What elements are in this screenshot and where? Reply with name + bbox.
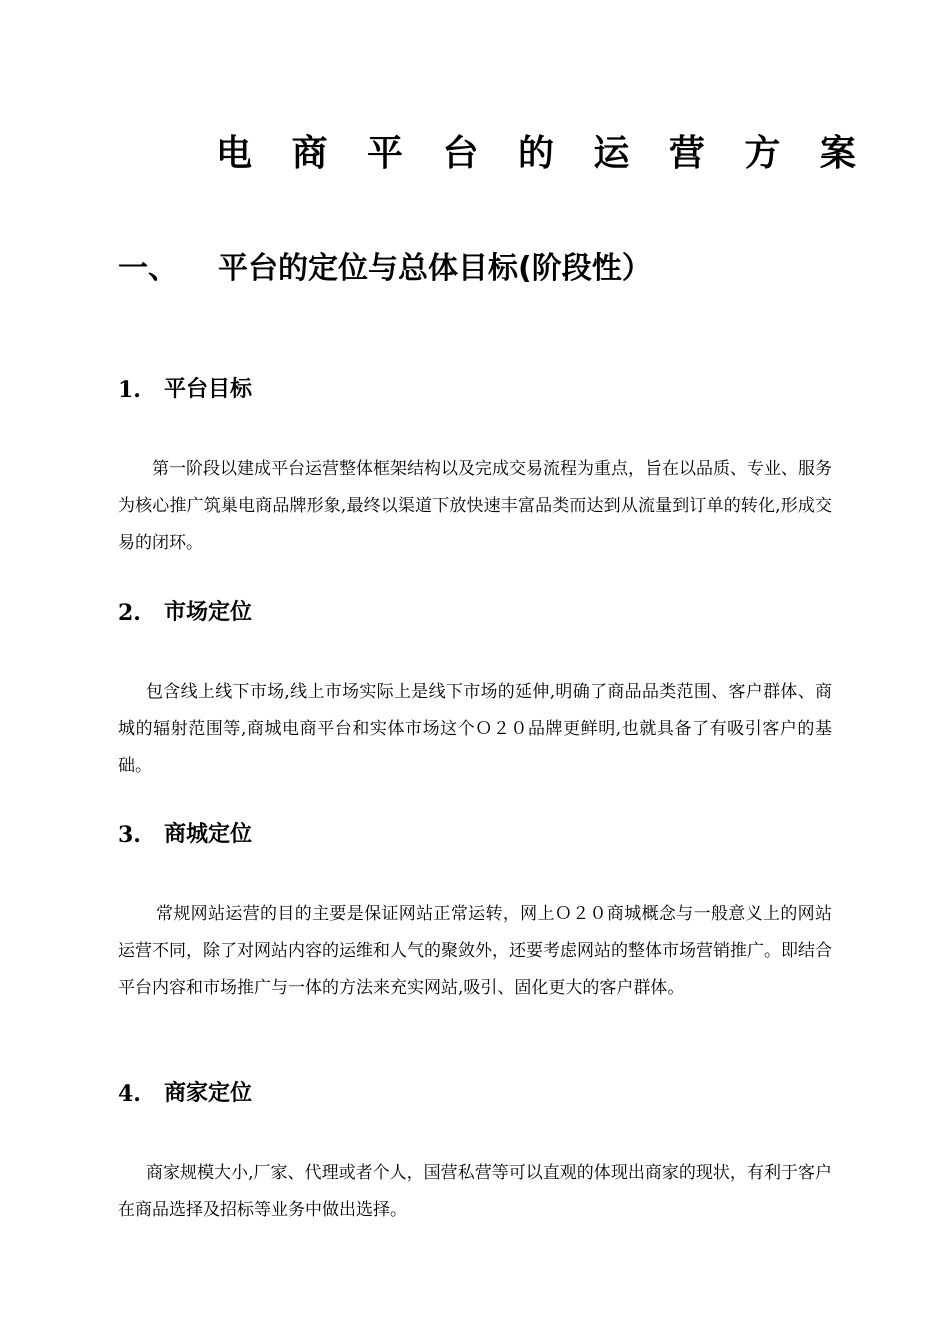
title-char: 案 bbox=[819, 133, 856, 174]
title-char: 电 bbox=[216, 133, 253, 174]
subsection-title: 商家定位 bbox=[164, 1081, 253, 1106]
subsection-body-merchant-positioning: 商家规模大小,厂家、代理或者个人，国营私营等可以直观的体现出商家的现状，有利于客户在商品选择及招标等业务中做出选择。 bbox=[118, 1163, 832, 1220]
title-char: 商 bbox=[291, 133, 328, 174]
subsection-title: 平台目标 bbox=[164, 377, 253, 402]
subsection-title: 商城定位 bbox=[164, 822, 253, 847]
title-char: 台 bbox=[442, 133, 479, 174]
subsection-number: 3. bbox=[118, 822, 141, 848]
subsection-body-mall-positioning: 常规网站运营的目的主要是保证网站正常运转，网上Ｏ２０商城概念与一般意义上的网站运营不同，除了对网站内容的运维和人气的聚敛外，还要考虑网站的整体市场营销推广。即结合平台内容和市场推广与一体的方法来充实网站,吸引、固化更大的客户群体。 bbox=[118, 904, 832, 998]
title-char: 平 bbox=[366, 133, 403, 174]
subsection-body-market-positioning: 包含线上线下市场,线上市场实际上是线下市场的延伸,明确了商品品类范围、客户群体、商城的辐射范围等,商城电商平台和实体市场这个Ｏ２０品牌更鲜明,也就具备了有吸引客户的基础。 bbox=[118, 682, 832, 776]
section-number: 一、 bbox=[118, 251, 178, 286]
document-title bbox=[216, 128, 856, 180]
section-title: 平台的定位与总体目标(阶段性） bbox=[218, 251, 652, 286]
subsection-body-platform-goal: 第一阶段以建成平台运营整体框架结构以及完成交易流程为重点，旨在以品质、专业、服务为核心推广筑巢电商品牌形象,最终以渠道下放快速丰富品类而达到从流量到订单的转化,形成交易的闭环。 bbox=[118, 459, 832, 553]
subsection-title: 市场定位 bbox=[164, 600, 253, 625]
subsection-number: 4. bbox=[118, 1081, 141, 1107]
subsection-number: 1. bbox=[118, 377, 141, 403]
title-char: 的 bbox=[517, 133, 554, 174]
title-char: 营 bbox=[668, 133, 705, 174]
subsection-number: 2. bbox=[118, 600, 141, 626]
title-char: 方 bbox=[744, 133, 781, 174]
title-char: 运 bbox=[593, 133, 630, 174]
